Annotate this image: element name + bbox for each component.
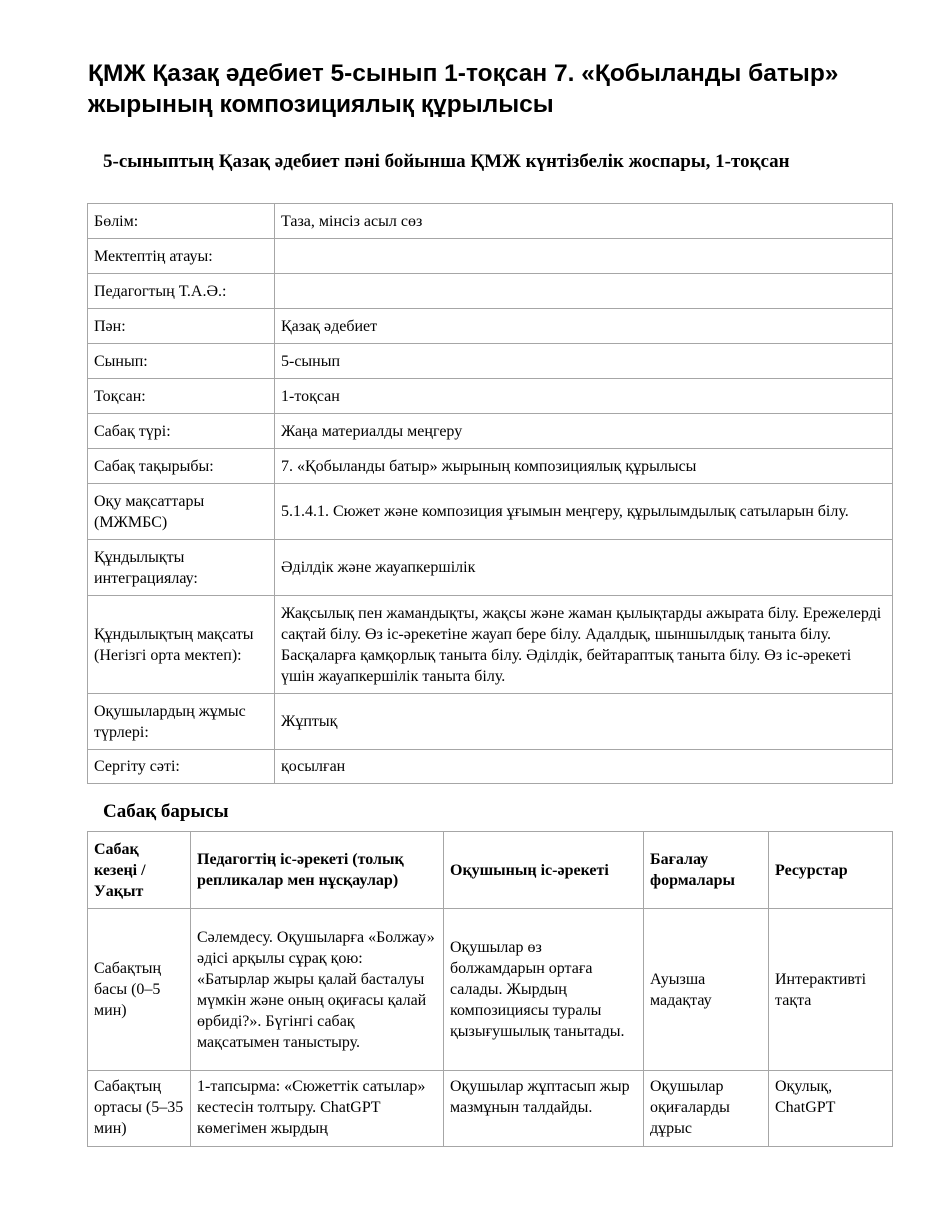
row-value: Жаңа материалды меңгеру (275, 414, 893, 449)
row-label: Пән: (88, 309, 275, 344)
row-label: Бөлім: (88, 204, 275, 239)
table-row (88, 909, 893, 1071)
table-row (88, 239, 893, 274)
table-row (88, 540, 893, 596)
stage-cell: Сабақтың басы (0–5 мин) (88, 909, 191, 1071)
table-row (88, 379, 893, 414)
table-row (88, 344, 893, 379)
row-value: қосылған (275, 750, 893, 784)
table-row (88, 596, 893, 694)
row-value: 7. «Қобыланды батыр» жырының композициялық құрылысы (275, 449, 893, 484)
row-value: Жұптық (275, 694, 893, 750)
column-header-student: Оқушының іс-әрекеті (444, 832, 644, 909)
stage-cell: Сабақтың ортасы (5–35 мин) (88, 1071, 191, 1147)
row-label: Оқушылардың жұмыс түрлері: (88, 694, 275, 750)
row-value: 5-сынып (275, 344, 893, 379)
table-row (88, 309, 893, 344)
student-cell: Оқушылар жұптасып жыр мазмұнын талдайды. (444, 1071, 644, 1147)
row-label: Сергіту сәті: (88, 750, 275, 784)
plan-heading: 5-сыныптың Қазақ әдебиет пәні бойынша ҚМЖ күнтізбелік жоспары, 1-тоқсан (103, 151, 790, 172)
assessment-cell: Ауызша мадақтау (644, 909, 769, 1071)
document-title: ҚМЖ Қазақ әдебиет 5-сынып 1-тоқсан 7. «Қобыланды батыр» жырының композициялық құрылысы (88, 60, 839, 118)
table-row (88, 274, 893, 309)
lesson-info-table (87, 203, 893, 784)
row-label: Құндылықты интеграциялау: (88, 540, 275, 596)
student-cell: Оқушылар өз болжамдарын ортаға салады. Жырдың композициясы туралы қызығушылық танытады. (444, 909, 644, 1071)
row-value (275, 239, 893, 274)
table-row (88, 484, 893, 540)
column-header-stage: Сабақ кезеңі / Уақыт (88, 832, 191, 909)
resources-cell: Интерактивті тақта (769, 909, 893, 1071)
row-value: 5.1.4.1. Сюжет және композиция ұғымын меңгеру, құрылымдылық сатыларын білу. (275, 484, 893, 540)
table-header-row (88, 832, 893, 909)
table-row (88, 750, 893, 784)
row-label: Сабақ тақырыбы: (88, 449, 275, 484)
table-row (88, 449, 893, 484)
column-header-assessment: Бағалау формалары (644, 832, 769, 909)
row-label: Педагогтың Т.А.Ә.: (88, 274, 275, 309)
row-label: Тоқсан: (88, 379, 275, 414)
row-label: Оқу мақсаттары (МЖМБС) (88, 484, 275, 540)
column-header-teacher: Педагогтің іс-әрекеті (толық репликалар мен нұсқаулар) (191, 832, 444, 909)
row-value: Қазақ әдебиет (275, 309, 893, 344)
row-label: Мектептің атауы: (88, 239, 275, 274)
row-value: 1-тоқсан (275, 379, 893, 414)
row-label: Сабақ түрі: (88, 414, 275, 449)
row-value (275, 274, 893, 309)
teacher-cell: 1-тапсырма: «Сюжеттік сатылар» кестесін толтыру. ChatGPT көмегімен жырдың (191, 1071, 444, 1147)
column-header-resources: Ресурстар (769, 832, 893, 909)
row-value: Жақсылық пен жамандықты, жақсы және жаман қылықтарды ажырата білу. Ережелерді сақтай білу. Өз іс-әрекетіне жауап бере білу. Адалдық, шыншылдық таныта білу. Басқаларға қамқорлық таныта білу. Әділдік, бейтараптық таныта білу. Өз іс-әрекеті үшін жауапкершілік таныта білу. (275, 596, 893, 694)
table-row (88, 1071, 893, 1147)
row-label: Сынып: (88, 344, 275, 379)
table-row (88, 694, 893, 750)
lesson-heading: Сабақ барысы (103, 801, 229, 822)
row-value: Әділдік және жауапкершілік (275, 540, 893, 596)
resources-cell: Оқулық, ChatGPT (769, 1071, 893, 1147)
teacher-cell: Сәлемдесу. Оқушыларға «Болжау» әдісі арқылы сұрақ қою: «Батырлар жыры қалай басталуы мүмкін және оның оқиғасы қалай өрбиді?». Бүгінгі сабақ мақсатымен таныстыру. (191, 909, 444, 1071)
row-label: Құндылықтың мақсаты (Негізгі орта мектеп): (88, 596, 275, 694)
row-value: Таза, мінсіз асыл сөз (275, 204, 893, 239)
table-row (88, 414, 893, 449)
lesson-process-table (87, 831, 893, 1147)
table-row (88, 204, 893, 239)
assessment-cell: Оқушылар оқиғаларды дұрыс (644, 1071, 769, 1147)
